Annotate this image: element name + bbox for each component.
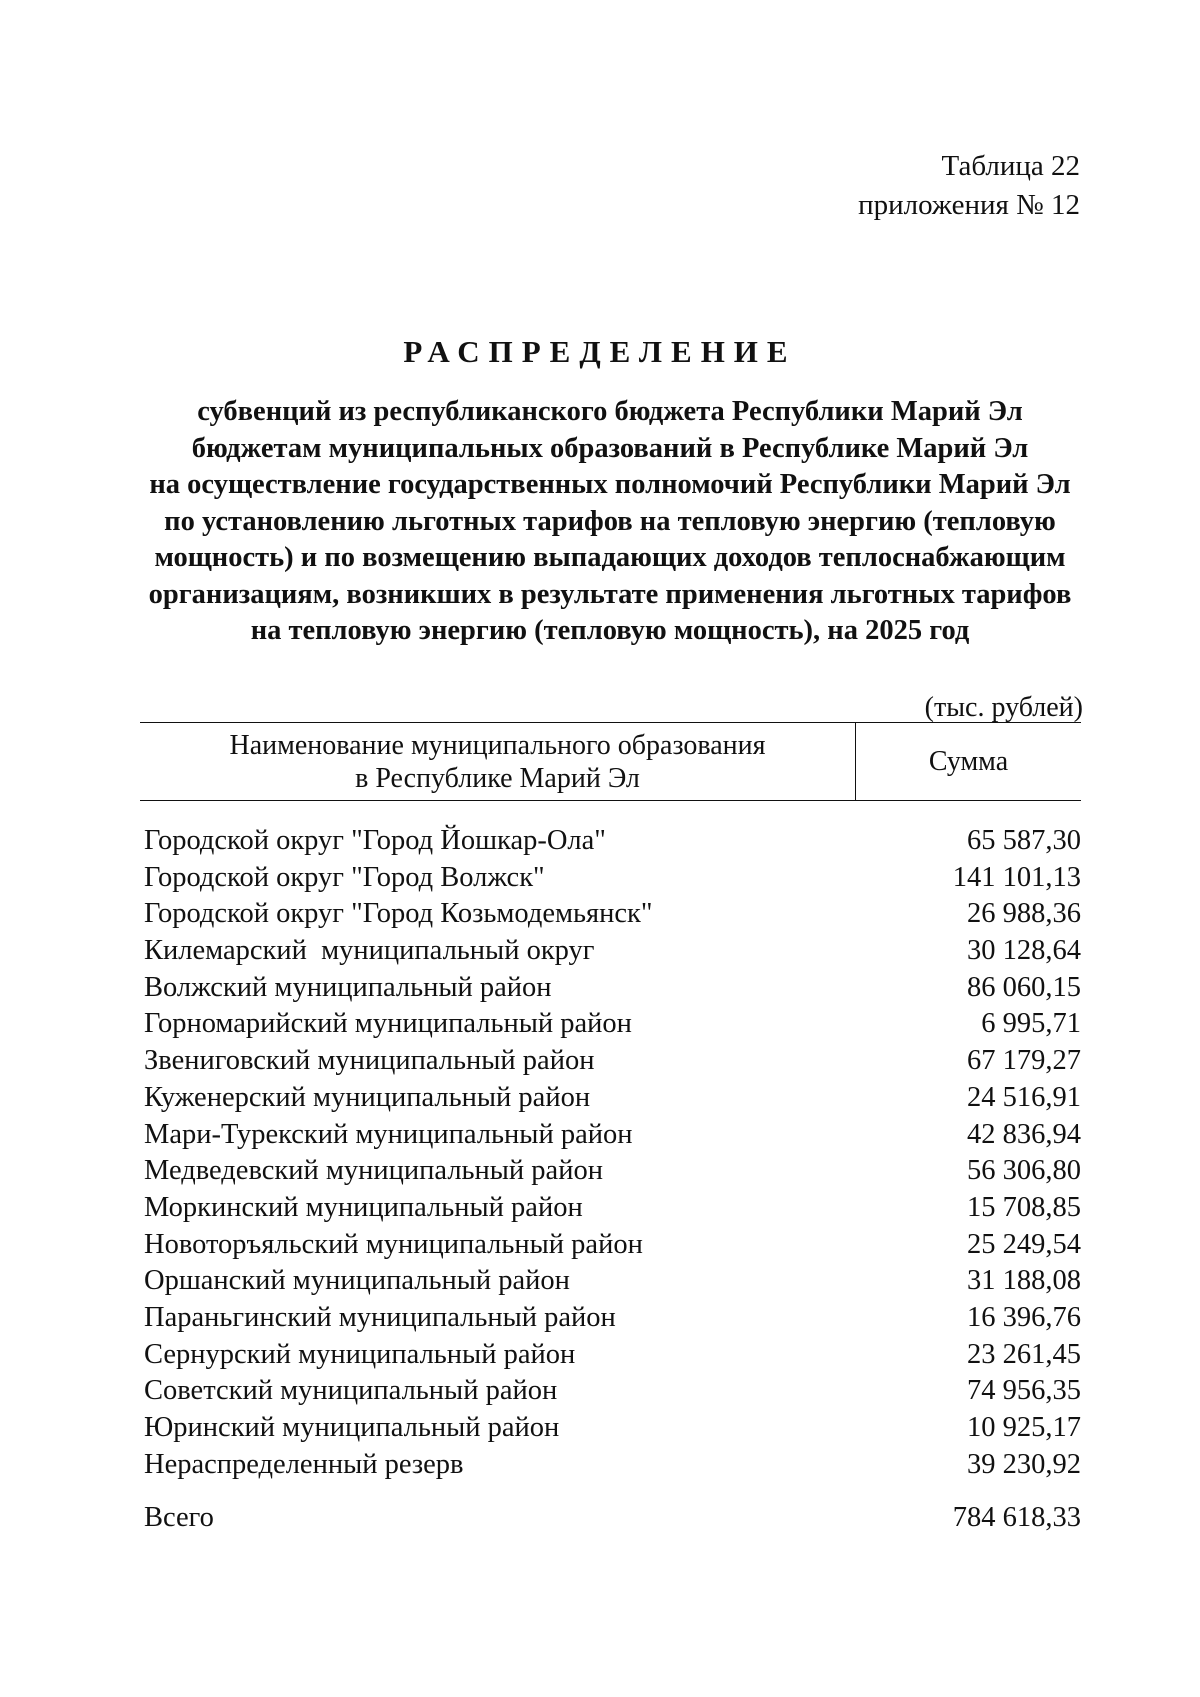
row-value: 23 261,45 xyxy=(967,1338,1081,1370)
table-row xyxy=(144,1080,1081,1117)
table-reference xyxy=(858,147,1080,225)
header-name-column xyxy=(140,723,856,800)
table-row xyxy=(144,1300,1081,1337)
document-subtitle xyxy=(130,394,1090,650)
row-value: 16 396,76 xyxy=(967,1301,1081,1333)
table-row xyxy=(144,860,1081,897)
row-value: 24 516,91 xyxy=(967,1081,1081,1113)
row-name: Городской округ "Город Волжск" xyxy=(144,861,545,893)
row-name: Мари-Турекский муниципальный район xyxy=(144,1118,633,1150)
table-row xyxy=(144,933,1081,970)
table-row xyxy=(144,1373,1081,1410)
row-value: 26 988,36 xyxy=(967,898,1081,930)
row-value: 15 708,85 xyxy=(967,1191,1081,1223)
table-row xyxy=(144,1263,1081,1300)
subtitle-line: организациям, возникших в результате применения льготных тарифов xyxy=(148,578,1072,610)
table-row xyxy=(144,1006,1081,1043)
table-row xyxy=(144,1117,1081,1154)
table-row xyxy=(144,1447,1081,1484)
row-name: Городской округ "Город Йошкар-Ола" xyxy=(144,825,606,856)
total-label: Всего xyxy=(144,1502,214,1533)
document-title: РАСПРЕДЕЛЕНИЕ xyxy=(403,334,797,369)
row-value: 65 587,30 xyxy=(967,825,1081,856)
row-name: Моркинский муниципальный район xyxy=(144,1191,583,1223)
header-name-line2: в Республике Марий Эл xyxy=(355,762,640,794)
row-name: Медведевский муниципальный район xyxy=(144,1155,603,1187)
row-name: Юринский муниципальный район xyxy=(144,1412,560,1443)
table-row xyxy=(144,970,1081,1007)
row-name: Параньгинский муниципальный район xyxy=(144,1301,616,1333)
table-body xyxy=(144,823,1081,1483)
total-value: 784 618,33 xyxy=(952,1502,1081,1533)
table-row xyxy=(144,1043,1081,1080)
row-value: 30 128,64 xyxy=(967,935,1081,967)
subtitle-line: по установлению льготных тарифов на тепловую энергию (тепловую xyxy=(164,505,1056,537)
row-value: 74 956,35 xyxy=(967,1375,1081,1407)
row-value: 67 179,27 xyxy=(967,1045,1081,1077)
table-header xyxy=(140,722,1081,801)
appendix-number: приложения № 12 xyxy=(858,189,1080,221)
row-value: 141 101,13 xyxy=(952,861,1081,893)
row-value: 25 249,54 xyxy=(967,1228,1081,1260)
row-name: Нераспределенный резерв xyxy=(144,1448,464,1480)
table-number: Таблица 22 xyxy=(941,150,1080,182)
table-row xyxy=(144,1337,1081,1374)
table-total-row xyxy=(144,1500,1081,1536)
row-name: Оршанский муниципальный район xyxy=(144,1265,570,1297)
subtitle-line: мощность) и по возмещению выпадающих доходов теплоснабжающим xyxy=(154,542,1066,573)
table-row xyxy=(144,823,1081,860)
header-name-line1: Наименование муниципального образования xyxy=(229,729,766,761)
row-value: 10 925,17 xyxy=(967,1412,1081,1443)
row-name: Новоторъяльский муниципальный район xyxy=(144,1228,643,1260)
row-name: Куженерский муниципальный район xyxy=(144,1081,591,1113)
row-value: 42 836,94 xyxy=(967,1118,1081,1150)
row-name: Волжский муниципальный район xyxy=(144,971,552,1003)
row-name: Звениговский муниципальный район xyxy=(144,1045,595,1077)
row-value: 86 060,15 xyxy=(967,971,1081,1003)
row-name: Горномарийский муниципальный район xyxy=(144,1008,632,1040)
subtitle-line: на осуществление государственных полномочий Республики Марий Эл xyxy=(149,469,1071,500)
row-value: 56 306,80 xyxy=(967,1155,1081,1187)
row-name: Килемарский муниципальный округ xyxy=(144,935,595,967)
table-row xyxy=(144,1153,1081,1190)
subtitle-line: субвенций из республиканского бюджета Республики Марий Эл xyxy=(197,396,1023,427)
table-row xyxy=(144,896,1081,933)
row-name: Советский муниципальный район xyxy=(144,1375,558,1407)
table-row xyxy=(144,1190,1081,1227)
row-value: 39 230,92 xyxy=(967,1448,1081,1480)
table-row xyxy=(144,1410,1081,1447)
header-sum-column: Сумма xyxy=(928,745,1009,777)
row-value: 6 995,71 xyxy=(981,1008,1081,1040)
table-row xyxy=(144,1227,1081,1264)
subtitle-line: бюджетам муниципальных образований в Республике Марий Эл xyxy=(191,432,1029,464)
units-label: (тыс. рублей) xyxy=(924,692,1083,723)
row-value: 31 188,08 xyxy=(967,1265,1081,1297)
subtitle-line: на тепловую энергию (тепловую мощность), на 2025 год xyxy=(250,615,970,646)
row-name: Городской округ "Город Козьмодемьянск" xyxy=(144,898,653,930)
row-name: Сернурский муниципальный район xyxy=(144,1338,576,1370)
